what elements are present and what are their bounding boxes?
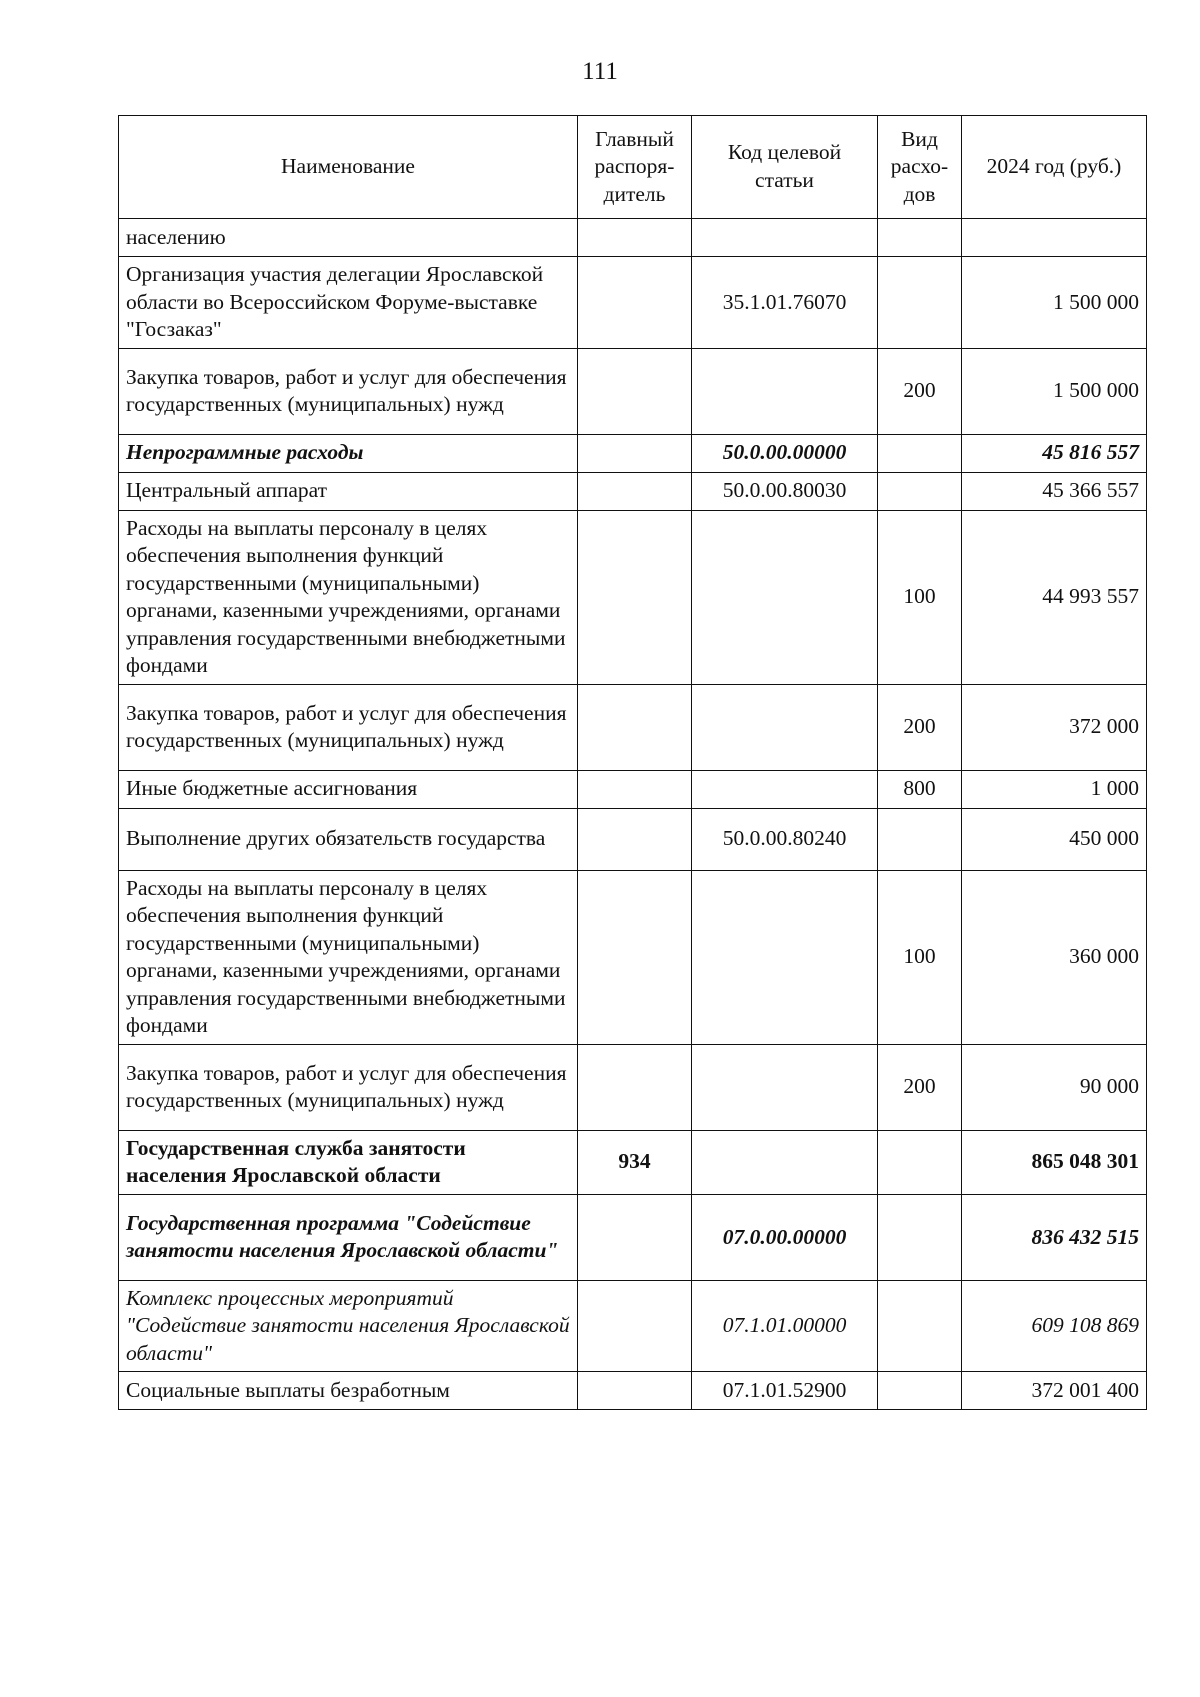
- header-type: Вид расхо-дов: [878, 116, 962, 219]
- table-row: [119, 1372, 1147, 1410]
- cell-code: [692, 219, 878, 257]
- cell-code: [692, 1130, 878, 1194]
- cell-amount: 372 001 400: [962, 1372, 1147, 1410]
- cell-type: 800: [878, 770, 962, 808]
- cell-amount: 372 000: [962, 684, 1147, 770]
- cell-type: [878, 472, 962, 510]
- table-row: [119, 684, 1147, 770]
- cell-code: 07.1.01.00000: [692, 1280, 878, 1372]
- cell-type: [878, 1280, 962, 1372]
- cell-type: 100: [878, 510, 962, 684]
- cell-code: [692, 770, 878, 808]
- cell-name: Комплекс процессных мероприятий "Содействие занятости населения Ярославской области": [119, 1280, 578, 1372]
- cell-code: [692, 510, 878, 684]
- cell-name: Непрограммные расходы: [119, 434, 578, 472]
- cell-amount: 45 816 557: [962, 434, 1147, 472]
- cell-manager: [578, 808, 692, 870]
- cell-type: [878, 1130, 962, 1194]
- cell-manager: [578, 770, 692, 808]
- cell-manager: [578, 870, 692, 1044]
- cell-code: 07.1.01.52900: [692, 1372, 878, 1410]
- cell-name: Закупка товаров, работ и услуг для обеспечения государственных (муниципальных) нужд: [119, 348, 578, 434]
- cell-manager: [578, 472, 692, 510]
- cell-amount: 836 432 515: [962, 1194, 1147, 1280]
- cell-code: 50.0.00.00000: [692, 434, 878, 472]
- table-row: [119, 434, 1147, 472]
- cell-amount: 360 000: [962, 870, 1147, 1044]
- cell-code: [692, 684, 878, 770]
- cell-code: 35.1.01.76070: [692, 257, 878, 349]
- cell-manager: [578, 1280, 692, 1372]
- cell-name: Иные бюджетные ассигнования: [119, 770, 578, 808]
- cell-amount: 44 993 557: [962, 510, 1147, 684]
- cell-name: населению: [119, 219, 578, 257]
- cell-amount: 90 000: [962, 1044, 1147, 1130]
- cell-type: 200: [878, 1044, 962, 1130]
- table-row: [119, 257, 1147, 349]
- cell-manager: [578, 1194, 692, 1280]
- cell-type: 200: [878, 348, 962, 434]
- header-name: Наименование: [119, 116, 578, 219]
- cell-amount: 1 000: [962, 770, 1147, 808]
- table-row: [119, 1194, 1147, 1280]
- cell-name: Выполнение других обязательств государства: [119, 808, 578, 870]
- cell-name: Центральный аппарат: [119, 472, 578, 510]
- table-body: [119, 219, 1147, 1410]
- cell-amount: 609 108 869: [962, 1280, 1147, 1372]
- cell-name: Организация участия делегации Ярославской области во Всероссийском Форуме-выставке "Госзаказ": [119, 257, 578, 349]
- cell-amount: 1 500 000: [962, 257, 1147, 349]
- cell-manager: [578, 1044, 692, 1130]
- cell-manager: [578, 684, 692, 770]
- page-number: 111: [582, 58, 618, 85]
- cell-type: [878, 434, 962, 472]
- cell-amount: [962, 219, 1147, 257]
- cell-amount: 450 000: [962, 808, 1147, 870]
- cell-manager: 934: [578, 1130, 692, 1194]
- header-manager: Главный распоря-дитель: [578, 116, 692, 219]
- table-row: [119, 348, 1147, 434]
- table-row: [119, 219, 1147, 257]
- table-row: [119, 1044, 1147, 1130]
- cell-name: Государственная программа "Содействие занятости населения Ярославской области": [119, 1194, 578, 1280]
- header-amount: 2024 год (руб.): [962, 116, 1147, 219]
- cell-code: [692, 348, 878, 434]
- cell-name: Закупка товаров, работ и услуг для обеспечения государственных (муниципальных) нужд: [119, 684, 578, 770]
- cell-amount: 45 366 557: [962, 472, 1147, 510]
- cell-amount: 1 500 000: [962, 348, 1147, 434]
- cell-name: Расходы на выплаты персоналу в целях обеспечения выполнения функций государственными (муниципальными) органами, казенными учреждениями, органами управления государственными внебюджетными фондами: [119, 510, 578, 684]
- cell-code: [692, 870, 878, 1044]
- cell-code: [692, 1044, 878, 1130]
- cell-manager: [578, 510, 692, 684]
- table-row: [119, 770, 1147, 808]
- cell-name: Расходы на выплаты персоналу в целях обеспечения выполнения функций государственными (муниципальными) органами, казенными учреждениями, органами управления государственными внебюджетными фондами: [119, 870, 578, 1044]
- cell-manager: [578, 219, 692, 257]
- cell-name: Государственная служба занятости населения Ярославской области: [119, 1130, 578, 1194]
- cell-code: 50.0.00.80240: [692, 808, 878, 870]
- cell-type: 100: [878, 870, 962, 1044]
- cell-code: 50.0.00.80030: [692, 472, 878, 510]
- cell-code: 07.0.00.00000: [692, 1194, 878, 1280]
- table-row: [119, 472, 1147, 510]
- cell-amount: 865 048 301: [962, 1130, 1147, 1194]
- cell-manager: [578, 434, 692, 472]
- cell-manager: [578, 257, 692, 349]
- cell-name: Социальные выплаты безработным: [119, 1372, 578, 1410]
- cell-manager: [578, 1372, 692, 1410]
- header-code: Код целевой статьи: [692, 116, 878, 219]
- budget-table: [118, 115, 1147, 1410]
- cell-type: [878, 1372, 962, 1410]
- cell-type: [878, 219, 962, 257]
- table-row: [119, 510, 1147, 684]
- cell-type: [878, 1194, 962, 1280]
- table-header-row: [119, 116, 1147, 219]
- cell-type: 200: [878, 684, 962, 770]
- cell-manager: [578, 348, 692, 434]
- cell-name: Закупка товаров, работ и услуг для обеспечения государственных (муниципальных) нужд: [119, 1044, 578, 1130]
- table-row: [119, 1280, 1147, 1372]
- table-row: [119, 1130, 1147, 1194]
- table-row: [119, 808, 1147, 870]
- cell-type: [878, 808, 962, 870]
- table-row: [119, 870, 1147, 1044]
- cell-type: [878, 257, 962, 349]
